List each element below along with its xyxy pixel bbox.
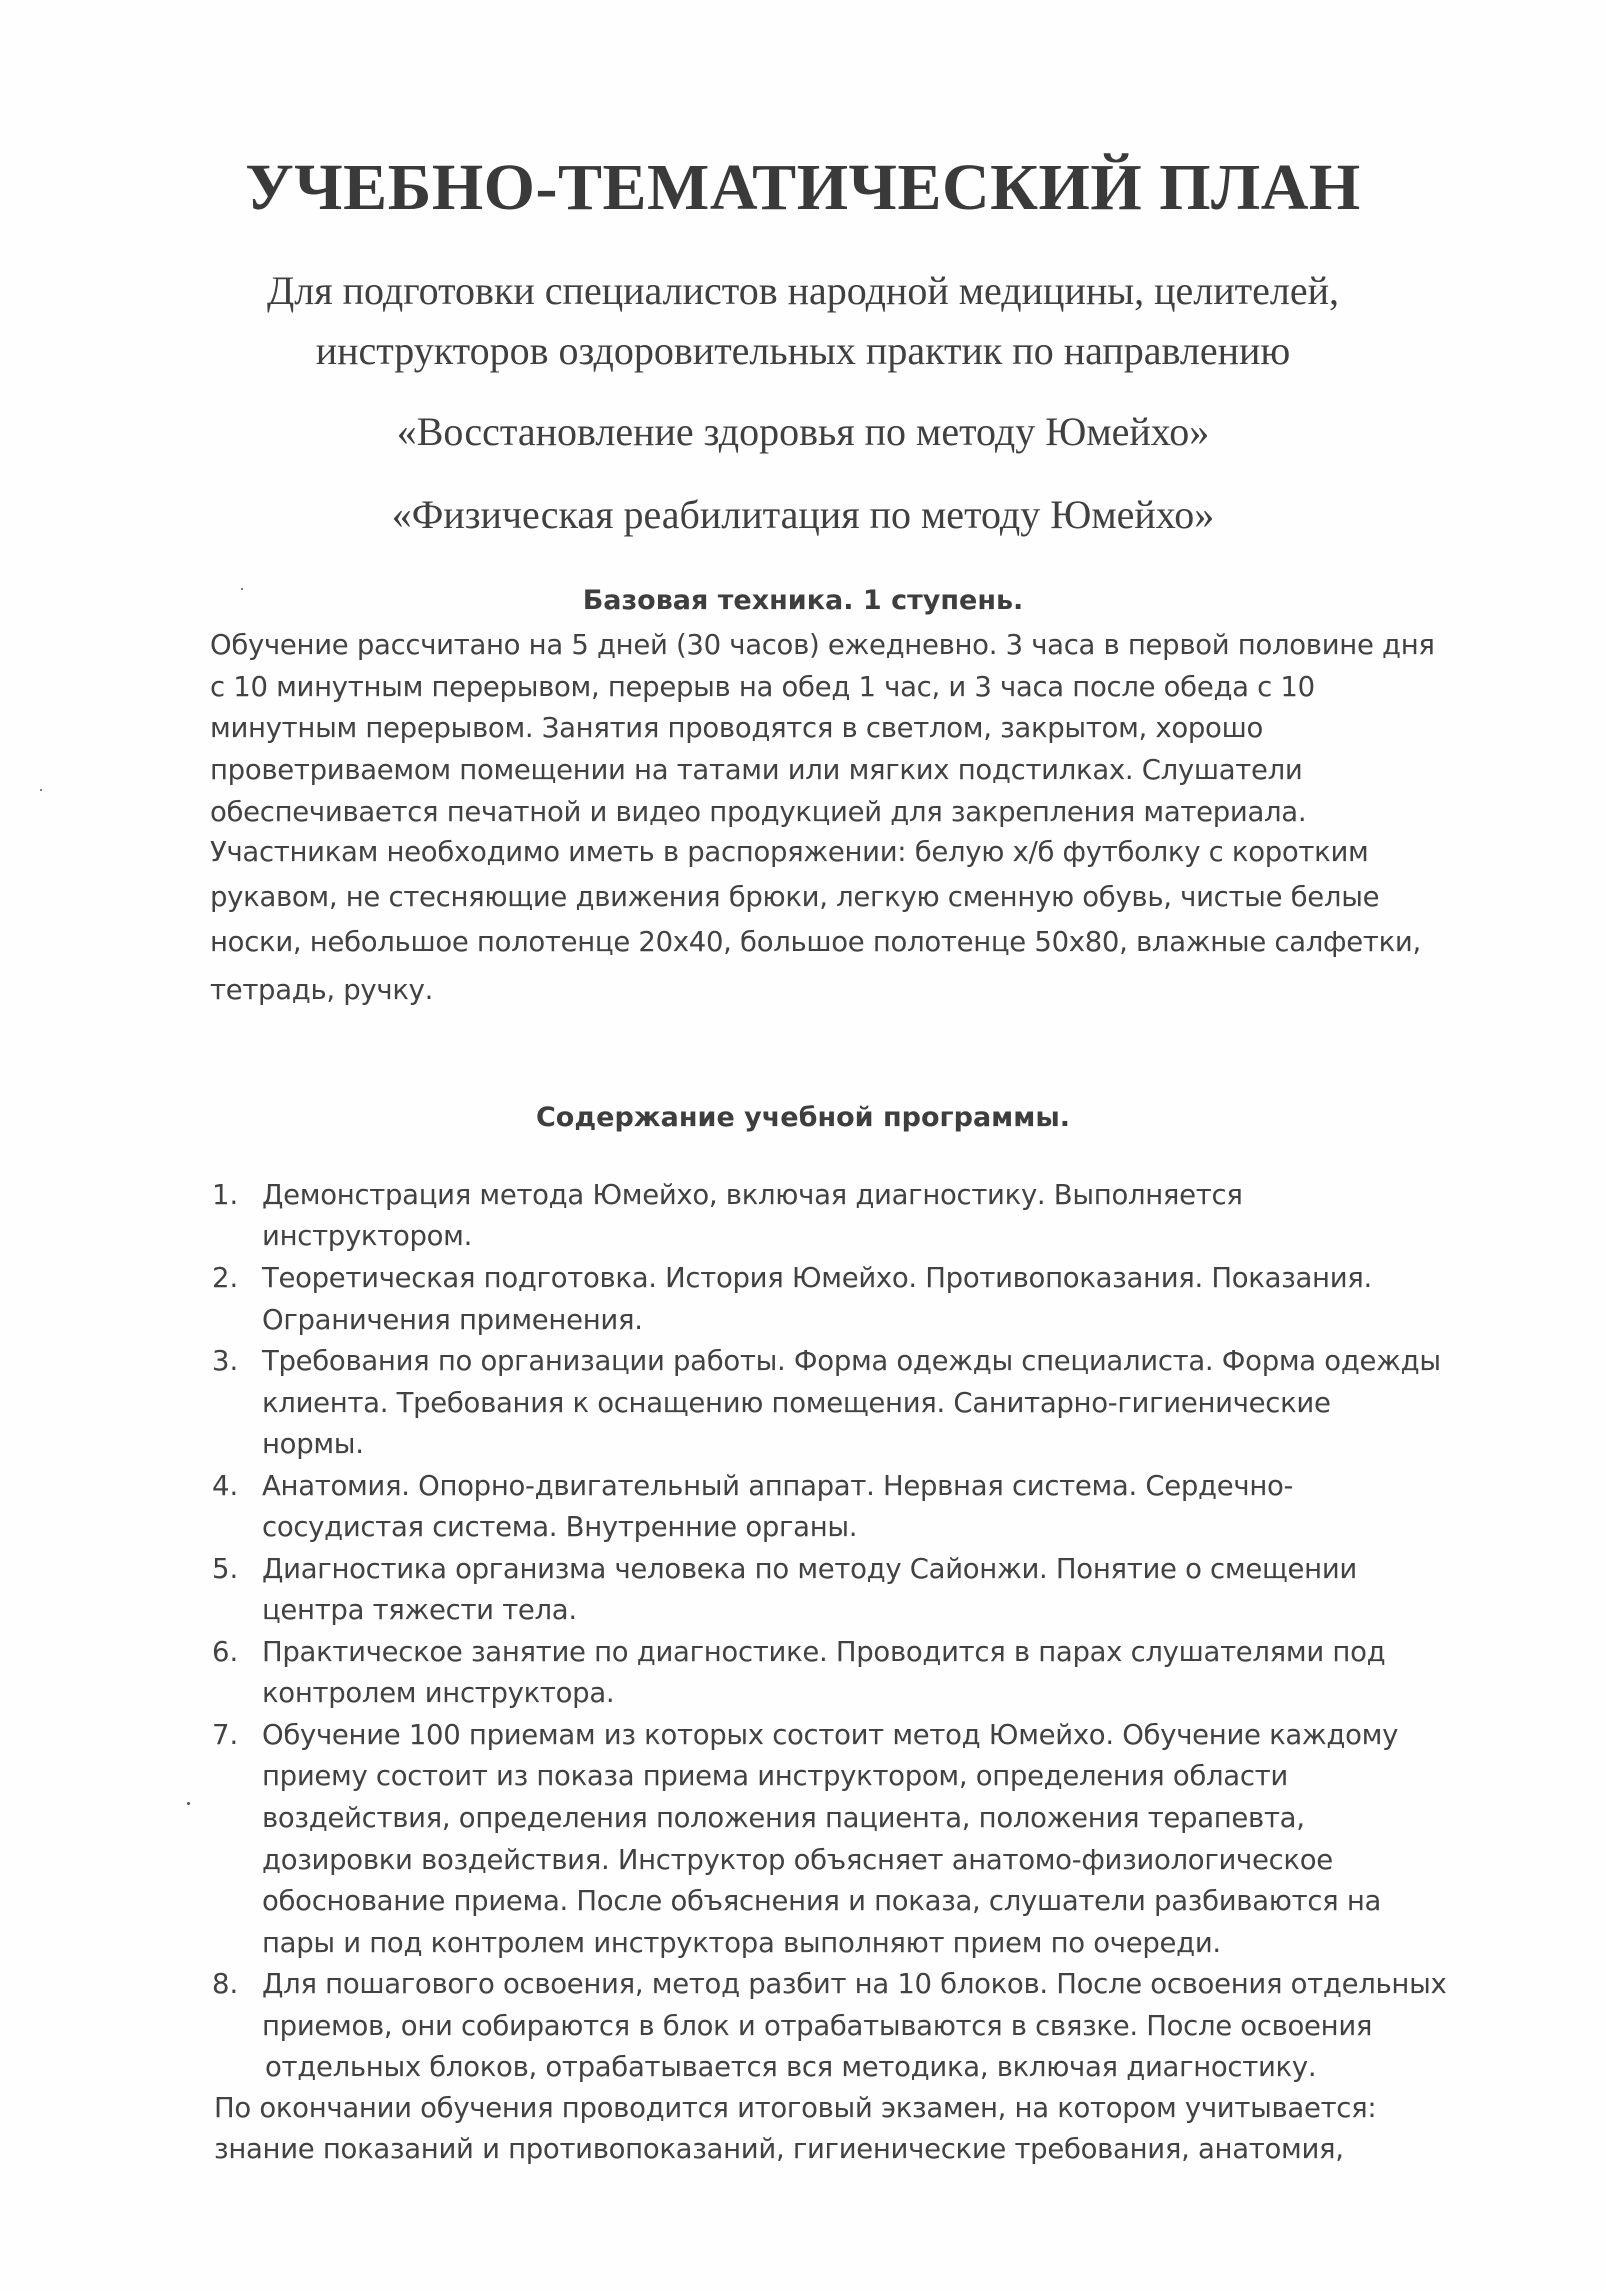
list-item-number: 7. bbox=[212, 1719, 239, 1751]
intro-line: тетрадь, ручку. bbox=[210, 974, 434, 1006]
list-item-line: обоснование приема. После объяснения и показа, слушатели разбиваются на bbox=[262, 1885, 1382, 1917]
list-item-number: 6. bbox=[212, 1636, 239, 1668]
intro-line: с 10 минутным перерывом, перерыв на обед 1 час, и 3 часа после обеда с 10 bbox=[210, 671, 1315, 703]
list-item-line: Диагностика организма человека по методу Сайонжи. Понятие о смещении bbox=[262, 1553, 1357, 1585]
list-item-line: центра тяжести тела. bbox=[262, 1594, 577, 1626]
list-item-line: Обучение 100 приемам из которых состоит метод Юмейхо. Обучение каждому bbox=[262, 1719, 1399, 1751]
document-title: УЧЕБНО-ТЕМАТИЧЕСКИЙ ПЛАН bbox=[245, 151, 1361, 224]
scan-speck bbox=[241, 588, 243, 590]
list-item-line: Для пошагового освоения, метод разбит на 10 блоков. После освоения отдельных bbox=[262, 1968, 1447, 2000]
list-item-line: инструктором. bbox=[262, 1220, 473, 1252]
list-item-line: Требования по организации работы. Форма одежды специалиста. Форма одежды bbox=[262, 1345, 1441, 1377]
intro-line: минутным перерывом. Занятия проводятся в светлом, закрытом, хорошо bbox=[210, 712, 1263, 744]
scan-speck bbox=[40, 789, 42, 791]
list-item-line: пары и под контролем инструктора выполняют прием по очереди. bbox=[262, 1927, 1221, 1959]
program-title-restoration: «Восстановление здоровья по методу Юмейхо» bbox=[396, 409, 1210, 454]
intro-line: носки, небольшое полотенце 20х40, большое полотенце 50х80, влажные салфетки, bbox=[210, 926, 1421, 958]
list-item-line: сосудистая система. Внутренние органы. bbox=[262, 1511, 858, 1543]
subtitle-line-1: Для подготовки специалистов народной медицины, целителей, bbox=[266, 268, 1340, 313]
scan-speck bbox=[187, 1802, 190, 1805]
list-item-line: приемов, они собираются в блок и отрабатываются в связке. После освоения bbox=[262, 2010, 1373, 2042]
list-item-number: 4. bbox=[212, 1470, 239, 1502]
intro-line: проветриваемом помещении на татами или мягких подстилках. Слушатели bbox=[210, 754, 1303, 786]
list-item-line: Практическое занятие по диагностике. Проводится в парах слушателями под bbox=[262, 1636, 1386, 1668]
list-item-line: нормы. bbox=[262, 1428, 364, 1460]
list-item-line: клиента. Требования к оснащению помещения. Санитарно-гигиенические bbox=[262, 1387, 1331, 1419]
intro-line: Участникам необходимо иметь в распоряжении: белую х/б футболку с коротким bbox=[210, 836, 1369, 868]
list-item-line: отдельных блоков, отрабатывается вся методика, включая диагностику. bbox=[265, 2051, 1317, 2083]
intro-line: обеспечивается печатной и видео продукцией для закрепления материала. bbox=[210, 796, 1307, 828]
closing-line: знание показаний и противопоказаний, гигиенические требования, анатомия, bbox=[214, 2133, 1344, 2165]
list-item-line: Ограничения применения. bbox=[262, 1304, 643, 1336]
list-item-line: воздействия, определения положения пациента, положения терапевта, bbox=[262, 1802, 1305, 1834]
list-item-number: 2. bbox=[212, 1262, 239, 1294]
list-item-number: 8. bbox=[212, 1968, 239, 2000]
program-title-rehabilitation: «Физическая реабилитация по методу Юмейхо» bbox=[391, 492, 1215, 537]
intro-line: рукавом, не стесняющие движения брюки, легкую сменную обувь, чистые белые bbox=[210, 881, 1380, 913]
list-item-number: 5. bbox=[212, 1553, 239, 1585]
subtitle-line-2: инструкторов оздоровительных практик по направлению bbox=[315, 328, 1291, 373]
intro-line: Обучение рассчитано на 5 дней (30 часов) ежедневно. 3 часа в первой половине дня bbox=[210, 629, 1435, 661]
list-item-line: контролем инструктора. bbox=[262, 1677, 615, 1709]
level-heading: Базовая техника. 1 ступень. bbox=[582, 585, 1024, 616]
content-heading: Содержание учебной программы. bbox=[535, 1102, 1070, 1133]
list-item-line: приему состоит из показа приема инструктором, определения области bbox=[262, 1760, 1288, 1792]
list-item-line: Демонстрация метода Юмейхо, включая диагностику. Выполняется bbox=[262, 1179, 1243, 1211]
list-item-number: 1. bbox=[212, 1179, 239, 1211]
closing-line: По окончании обучения проводится итоговый экзамен, на котором учитывается: bbox=[214, 2092, 1377, 2124]
list-item-line: дозировки воздействия. Инструктор объясняет анатомо-физиологическое bbox=[262, 1844, 1333, 1876]
list-item-line: Анатомия. Опорно-двигательный аппарат. Нервная система. Сердечно- bbox=[262, 1470, 1294, 1502]
list-item-number: 3. bbox=[212, 1345, 239, 1377]
list-item-line: Теоретическая подготовка. История Юмейхо. Противопоказания. Показания. bbox=[262, 1262, 1372, 1294]
